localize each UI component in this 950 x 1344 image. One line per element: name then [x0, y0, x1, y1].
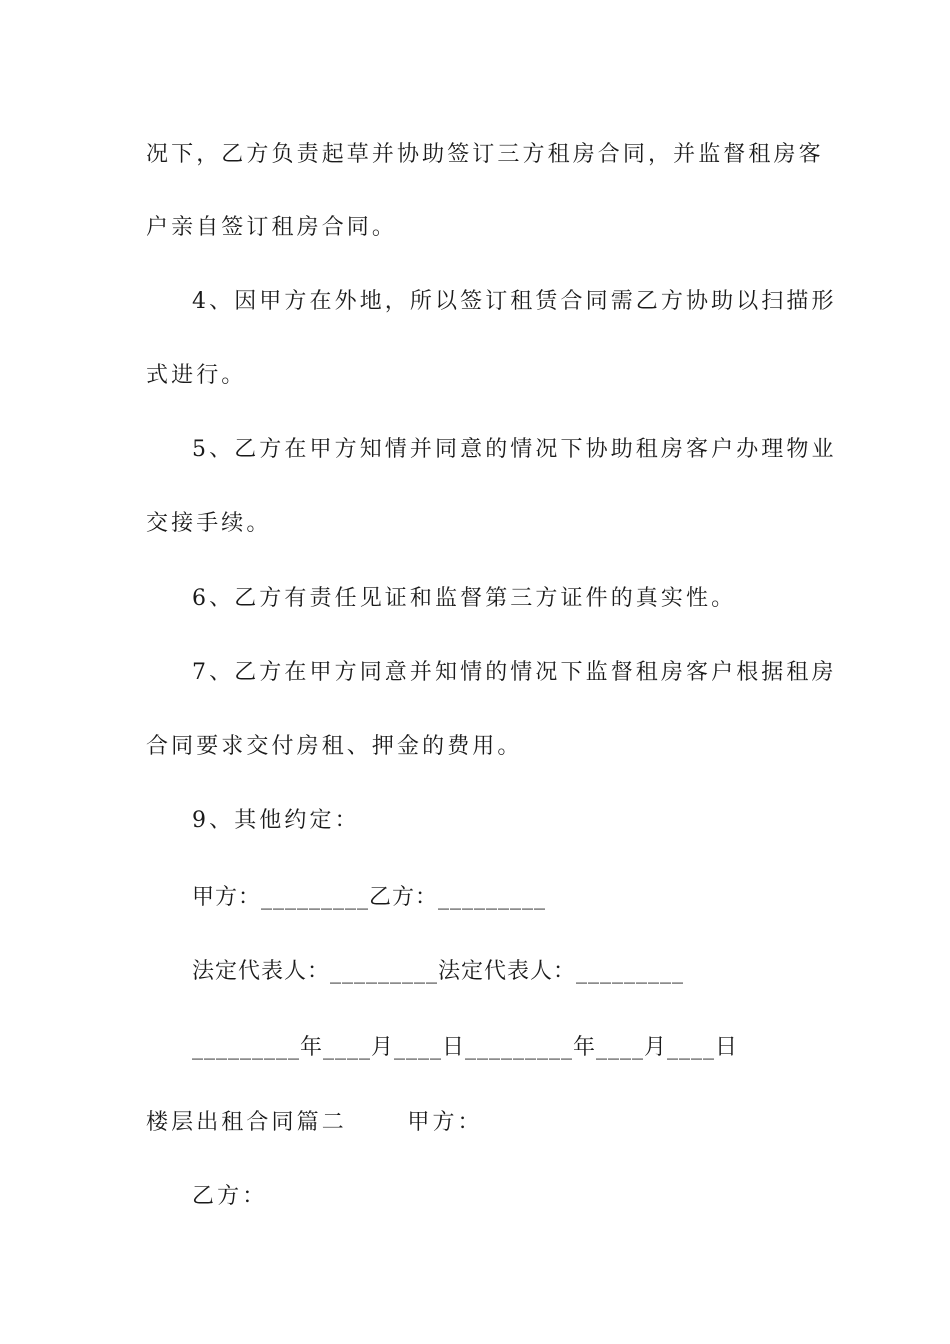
- clause-7-line: 7、乙方在甲方同意并知情的情况下监督租房客户根据租房: [192, 660, 837, 685]
- paragraph-line: 合同要求交付房租、押金的费用。: [146, 734, 523, 759]
- paragraph-line: 式进行。: [146, 363, 247, 388]
- paragraph-line: 况下，乙方负责起草并协助签订三方租房合同，并监督租房客: [146, 142, 824, 167]
- party-signature-line: 甲方：_________乙方：_________: [192, 885, 547, 910]
- party-b-line: 乙方：: [192, 1184, 268, 1209]
- clause-6-line: 6、乙方有责任见证和监督第三方证件的真实性。: [192, 586, 737, 611]
- clause-9-line: 9、其他约定：: [192, 808, 360, 833]
- section-title-line: 楼层出租合同篇二 甲方：: [146, 1110, 483, 1135]
- date-line: _________年____月____日_________年____月____日: [192, 1035, 739, 1060]
- paragraph-line: 交接手续。: [146, 511, 272, 536]
- legal-representative-line: 法定代表人：_________法定代表人：_________: [192, 959, 685, 984]
- clause-4-line: 4、因甲方在外地，所以签订租赁合同需乙方协助以扫描形: [192, 289, 837, 314]
- clause-5-line: 5、乙方在甲方知情并同意的情况下协助租房客户办理物业: [192, 437, 837, 462]
- paragraph-line: 户亲自签订租房合同。: [146, 215, 398, 240]
